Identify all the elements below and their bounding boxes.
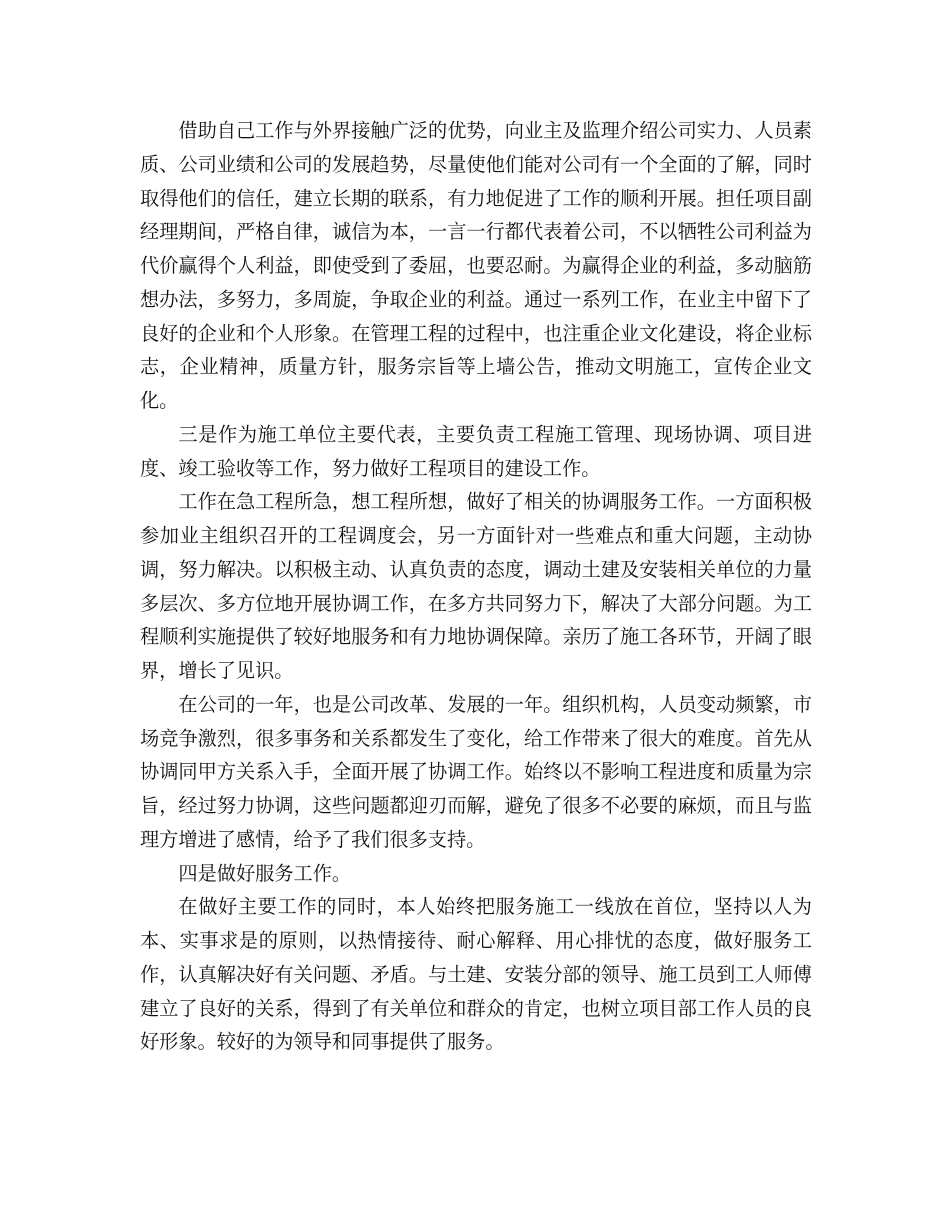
paragraph: 在公司的一年，也是公司改革、发展的一年。组织机构，人员变动频繁，市场竞争激烈，很多事务和关系都发生了变化，给工作带来了很大的难度。首先从协调同甲方关系入手，全面开展了协调工作。始终以不影响工程进度和质量为宗旨，经过努力协调，这些问题都迎刃而解，避免了很多不必要的麻烦，而且与监理方增进了感情，给予了我们很多支持。 xyxy=(140,692,812,851)
paragraph: 工作在急工程所急，想工程所想，做好了相关的协调服务工作。一方面积极参加业主组织召开的工程调度会，另一方面针对一些难点和重大问题，主动协调，努力解决。以积极主动、认真负责的态度，调动土建及安装相关单位的力量多层次、多方位地开展协调工作，在多方共同努力下，解决了大部分问题。为工程顺利实施提供了较好地服务和有力地协调保障。亲历了施工各环节，开阔了眼界，增长了见识。 xyxy=(140,490,812,682)
paragraph: 在做好主要工作的同时，本人始终把服务施工一线放在首位，坚持以人为本、实事求是的原则，以热情接待、耐心解释、用心排忧的态度，做好服务工作，认真解决好有关问题、矛盾。与土建、安装分部的领导、施工员到工人师傅建立了良好的关系，得到了有关单位和群众的肯定，也树立项目部工作人员的良好形象。较好的为领导和同事提供了服务。 xyxy=(140,895,812,1054)
paragraph: 三是作为施工单位主要代表，主要负责工程施工管理、现场协调、项目进度、竣工验收等工作，努力做好工程项目的建设工作。 xyxy=(140,422,812,480)
document-body xyxy=(140,114,812,1059)
paragraph: 借助自己工作与外界接触广泛的优势，向业主及监理介绍公司实力、人员素质、公司业绩和公司的发展趋势，尽量使他们能对公司有一个全面的了解，同时取得他们的信任，建立长期的联系，有力地促进了工作的顺利开展。担任项目副经理期间，严格自律，诚信为本，一言一行都代表着公司，不以牺牲公司利益为代价赢得个人利益，即使受到了委屈，也要忍耐。为赢得企业的利益，多动脑筋想办法，多努力，多周旋，争取企业的利益。通过一系列工作，在业主中留下了良好的企业和个人形象。在管理工程的过程中，也注重企业文化建设，将企业标志，企业精神，质量方针，服务宗旨等上墙公告，推动文明施工，宣传企业文化。 xyxy=(140,119,812,412)
paragraph: 四是做好服务工作。 xyxy=(178,861,352,885)
